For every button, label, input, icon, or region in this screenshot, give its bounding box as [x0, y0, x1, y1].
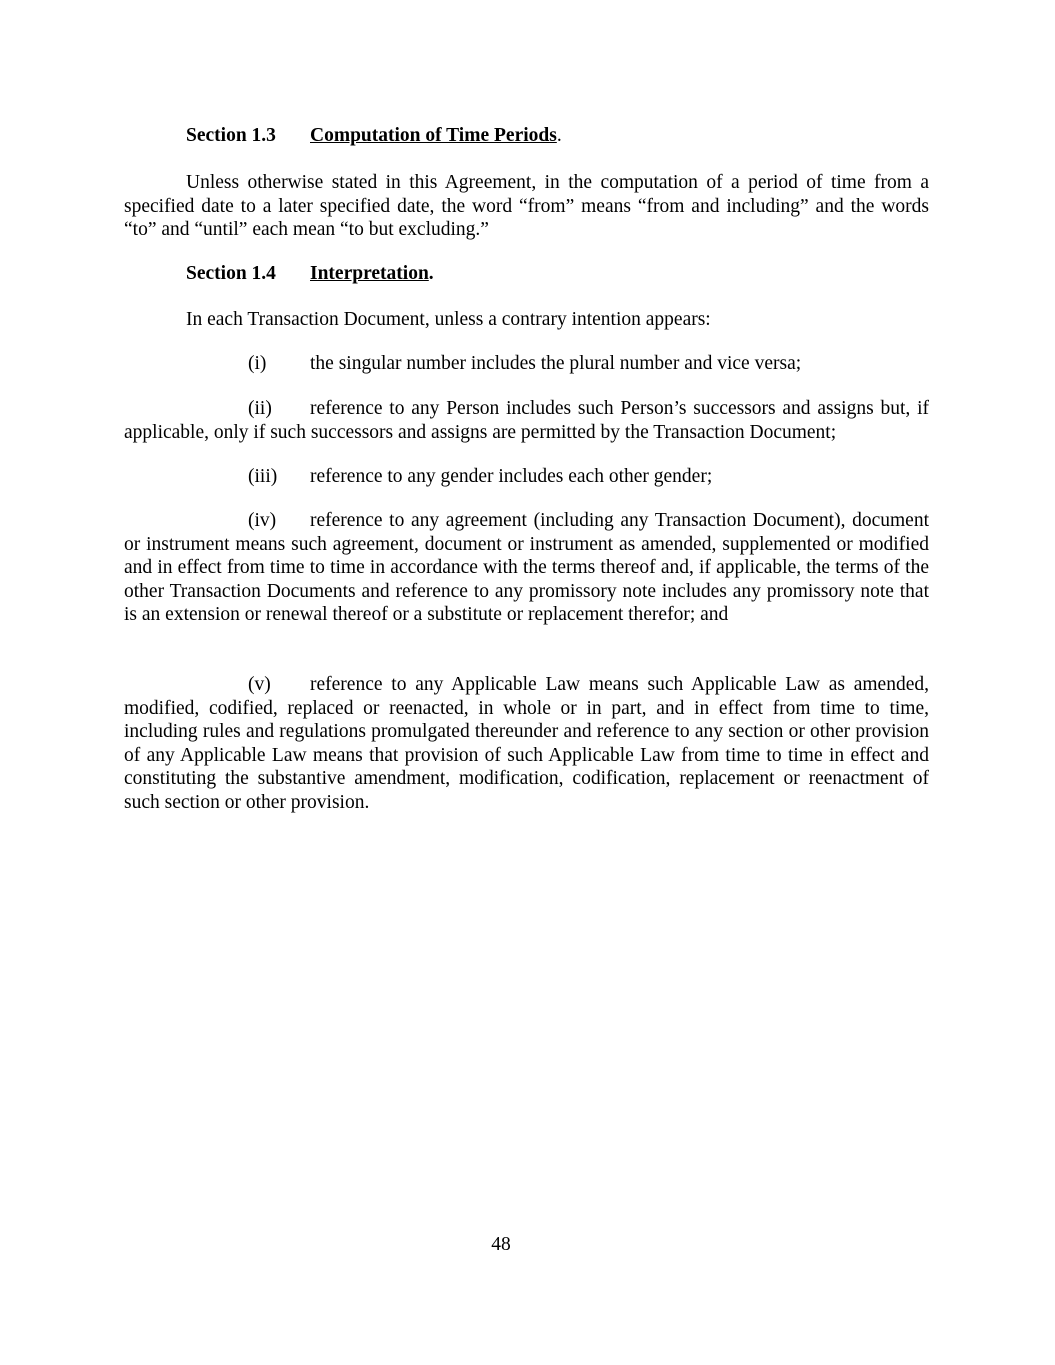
- page-number: 48: [491, 1234, 511, 1255]
- section-title: Interpretation: [310, 263, 429, 284]
- list-item: [124, 673, 929, 815]
- section-1-4-intro: In each Transaction Document, unless a contrary intention appears:: [186, 309, 711, 330]
- list-item: [124, 352, 929, 376]
- section-1-4-heading: [186, 263, 434, 285]
- section-title: Computation of Time Periods: [310, 125, 557, 146]
- item-marker: (iii): [248, 466, 278, 487]
- section-1-3-paragraph: Unless otherwise stated in this Agreement, in the computation of a period of time from a specified date to a later specified date, the word “from” means “from and including” and the words “to” and “until” each mean “to but excluding.”: [124, 172, 929, 241]
- item-text: reference to any Applicable Law means such Applicable Law as amended, modified, codified, replaced or reenacted, in whole or in part, and in effect from time to time, including rules and regulations promulgated thereunder and reference to any section or other provision of any Applicable Law means that provision of such Applicable Law from time to time in effect and constituting the substantive amendment, modification, codification, replacement or reenactment of such section or other provision.: [124, 674, 929, 813]
- item-text: reference to any agreement (including any Transaction Document), document or instrument means such agreement, document or instrument as amended, supplemented or modified and in effect from time to time in accordance with the terms thereof and, if applicable, the terms of the other Transaction Documents and reference to any promissory note includes any promissory note that is an extension or renewal thereof or a substitute or replacement therefor; and: [124, 510, 929, 626]
- list-item: [124, 397, 929, 444]
- list-item: [124, 509, 929, 627]
- item-text: reference to any gender includes each other gender;: [310, 466, 713, 487]
- item-marker: (ii): [248, 398, 272, 419]
- list-item: [124, 465, 929, 489]
- item-marker: (v): [248, 674, 271, 695]
- item-text: reference to any Person includes such Person’s successors and assigns but, if applicable, only if such successors and assigns are permitted by the Transaction Document;: [124, 398, 929, 443]
- section-number: Section 1.3: [186, 125, 276, 146]
- section-title-suffix: .: [556, 125, 562, 146]
- item-text: the singular number includes the plural number and vice versa;: [310, 353, 802, 374]
- section-1-3-heading: [186, 125, 562, 147]
- section-title-suffix: .: [428, 263, 434, 284]
- item-marker: (iv): [248, 510, 277, 531]
- section-number: Section 1.4: [186, 263, 276, 284]
- item-marker: (i): [248, 353, 267, 374]
